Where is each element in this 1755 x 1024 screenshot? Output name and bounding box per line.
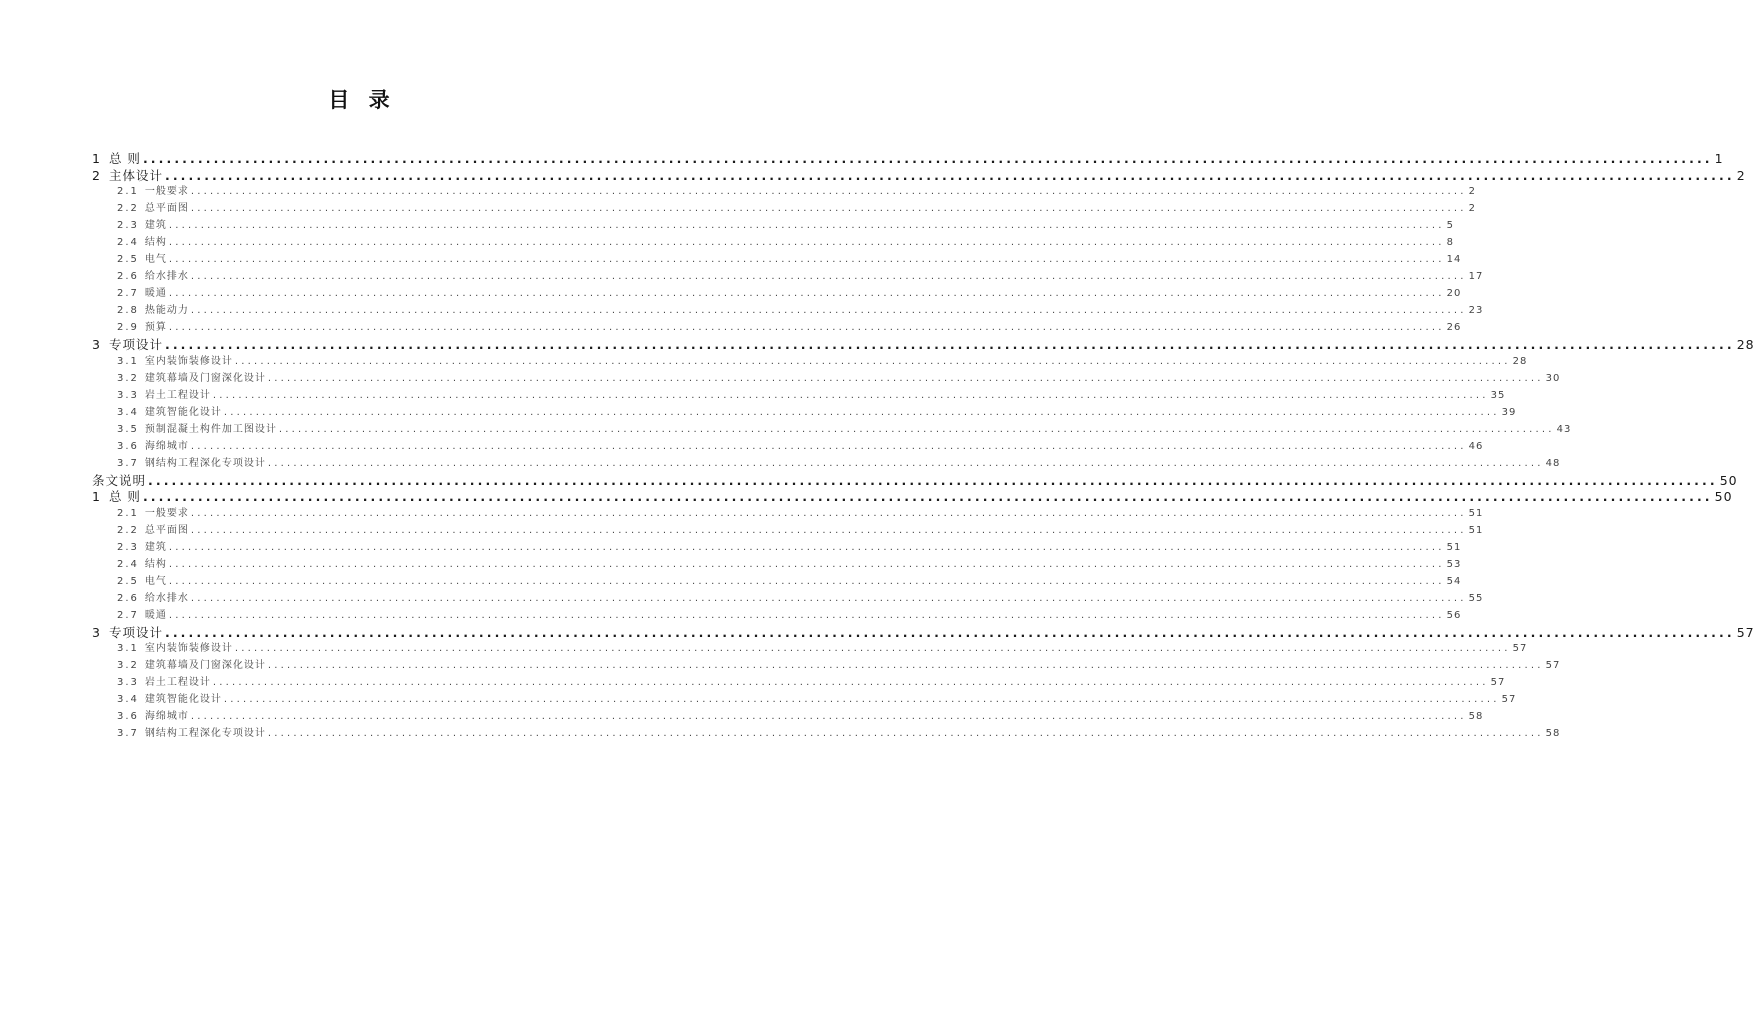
- toc-entry-number: 2.5: [117, 254, 139, 265]
- toc-entry-label: 暖通: [144, 288, 167, 299]
- toc-entry-number: 2.1: [117, 186, 139, 197]
- toc-entry-number: 2.9: [117, 322, 139, 333]
- toc-entry-page: 57: [1512, 643, 1528, 654]
- toc-entry-page: 55: [1468, 592, 1484, 604]
- toc-entry-number: 3.1: [117, 643, 139, 654]
- toc-entry-label: 总平面图: [144, 524, 189, 536]
- dot-leader: ........................................................................................................................................................................................................: [190, 440, 1467, 452]
- toc-entry-label: 海绵城市: [144, 711, 189, 722]
- toc-entry-page: 2: [1736, 167, 1746, 183]
- dot-leader: ........................................................................................................................................................................................................: [190, 524, 1467, 536]
- toc-entry-number: 2.1: [117, 507, 139, 519]
- toc-entry-page: 2: [1468, 203, 1477, 214]
- toc-entry-page: 54: [1446, 575, 1462, 587]
- toc-entry-label: 建筑智能化设计: [144, 406, 222, 418]
- toc-entry-number: 2.3: [117, 220, 139, 231]
- dot-leader: ........................................................................................................................................................................................................: [234, 643, 1511, 654]
- toc-entry-page: 20: [1446, 288, 1462, 299]
- toc-entry[interactable]: [92, 182, 1477, 199]
- toc-entry-page: 46: [1468, 440, 1484, 452]
- toc-entry-label: 建筑幕墙及门窗深化设计: [144, 660, 266, 671]
- dot-leader: ........................................................................................................................................................................................................: [168, 288, 1445, 299]
- toc-entry-label: 室内装饰装修设计: [144, 355, 233, 367]
- toc-entry-label: 热能动力: [144, 305, 189, 316]
- toc-entry-label: 岩土工程设计: [144, 677, 211, 688]
- toc-entry[interactable]: [92, 199, 1477, 216]
- dot-leader: ........................................................................................................................................................................................................: [212, 389, 1489, 401]
- toc-entry-page: 26: [1446, 322, 1462, 333]
- dot-leader: ........................................................................................................................................................................................................: [278, 423, 1555, 435]
- toc-entry-number: 3.3: [117, 389, 139, 401]
- toc-entry[interactable]: [92, 572, 1462, 589]
- toc-entry[interactable]: [92, 233, 1455, 250]
- toc-entry-label: 岩土工程设计: [144, 389, 211, 401]
- toc-entry-page: 57: [1501, 694, 1517, 705]
- dot-leader: ........................................................................................................................................................................................................: [190, 592, 1467, 604]
- dot-leader: ........................................................................................................................................................................................................: [223, 406, 1500, 418]
- toc-entry-number: 3.5: [117, 423, 139, 435]
- dot-leader: ........................................................................................................................................................................................................: [190, 271, 1467, 282]
- toc-entry[interactable]: [92, 250, 1462, 267]
- toc-entry-page: 14: [1446, 254, 1462, 265]
- toc-entry-page: 35: [1490, 389, 1506, 401]
- toc-entry[interactable]: [92, 149, 1724, 166]
- toc-entry-label: 条文说明: [92, 472, 147, 488]
- dot-leader: ........................................................................................................................................................................................................: [267, 728, 1544, 739]
- toc-entry-page: 57: [1545, 660, 1561, 671]
- dot-leader: ........................................................................................................................................................................................................: [168, 254, 1445, 265]
- toc-entry-number: 2.2: [117, 524, 139, 536]
- toc-entry[interactable]: [92, 301, 1484, 318]
- toc-entry-label: 给水排水: [144, 592, 189, 604]
- toc-entry[interactable]: [92, 471, 1738, 488]
- toc-entry-page: 57: [1736, 624, 1755, 640]
- toc-entry-label: 建筑: [144, 541, 167, 553]
- toc-entry-number: 2: [92, 167, 101, 183]
- toc-entry[interactable]: [92, 437, 1484, 454]
- toc-entry-number: 3.7: [117, 728, 139, 739]
- toc-entry[interactable]: [92, 521, 1484, 538]
- toc-entry-label: 预算: [144, 322, 167, 333]
- dot-leader: ........................................................................................................................................................................................................: [168, 220, 1445, 231]
- toc-entry-label: 海绵城市: [144, 440, 189, 452]
- dot-leader: ........................................................................................................................................................................................................: [164, 624, 1735, 640]
- toc-entry-label: 暖通: [144, 609, 167, 621]
- toc-entry-page: 2: [1468, 186, 1477, 197]
- dot-leader: ........................................................................................................................................................................................................: [190, 186, 1467, 197]
- toc-entry-label: 钢结构工程深化专项设计: [144, 457, 266, 469]
- dot-leader: ........................................................................................................................................................................................................: [267, 372, 1544, 384]
- toc-entry-label: 总 则: [108, 489, 141, 504]
- toc-entry-label: 一般要求: [144, 507, 189, 519]
- toc-entry[interactable]: [92, 369, 1561, 386]
- toc-entry-number: 2.6: [117, 271, 139, 282]
- toc-entry[interactable]: [92, 639, 1528, 656]
- toc-entry-page: 56: [1446, 609, 1462, 621]
- toc-entry-label: 总 则: [108, 151, 141, 166]
- toc-entry-number: 2.4: [117, 558, 139, 570]
- toc-entry[interactable]: [92, 420, 1572, 437]
- table-of-contents: [92, 149, 1755, 741]
- toc-entry-page: 48: [1545, 457, 1561, 469]
- toc-entry-label: 建筑幕墙及门窗深化设计: [144, 372, 266, 384]
- dot-leader: ........................................................................................................................................................................................................: [234, 355, 1511, 367]
- dot-leader: ........................................................................................................................................................................................................: [142, 489, 1713, 504]
- toc-entry[interactable]: [92, 538, 1462, 555]
- toc-entry[interactable]: [92, 690, 1517, 707]
- toc-entry-number: 3.2: [117, 660, 139, 671]
- dot-leader: ........................................................................................................................................................................................................: [142, 151, 1713, 166]
- dot-leader: ........................................................................................................................................................................................................: [168, 322, 1445, 333]
- toc-entry[interactable]: [92, 318, 1462, 335]
- toc-entry[interactable]: [92, 724, 1561, 741]
- dot-leader: ........................................................................................................................................................................................................: [267, 660, 1544, 671]
- toc-entry[interactable]: [92, 707, 1484, 724]
- dot-leader: ........................................................................................................................................................................................................: [168, 575, 1445, 587]
- toc-entry-page: 51: [1446, 541, 1462, 553]
- toc-entry-number: 3.7: [117, 457, 139, 469]
- dot-leader: ........................................................................................................................................................................................................: [164, 167, 1735, 183]
- toc-entry-number: 3.6: [117, 711, 139, 722]
- toc-entry-number: 3: [92, 624, 101, 640]
- toc-entry-number: 3.2: [117, 372, 139, 384]
- toc-entry-label: 专项设计: [108, 624, 163, 640]
- dot-leader: ........................................................................................................................................................................................................: [168, 558, 1445, 570]
- toc-entry-number: 2.8: [117, 305, 139, 316]
- toc-entry-number: 2.6: [117, 592, 139, 604]
- dot-leader: ........................................................................................................................................................................................................: [168, 609, 1445, 621]
- toc-entry-number: 2.2: [117, 203, 139, 214]
- toc-entry-number: 1: [92, 151, 101, 166]
- dot-leader: ........................................................................................................................................................................................................: [190, 203, 1467, 214]
- toc-entry-page: 50: [1714, 489, 1733, 504]
- toc-entry-number: 3.3: [117, 677, 139, 688]
- dot-leader: ........................................................................................................................................................................................................: [190, 305, 1467, 316]
- dot-leader: ........................................................................................................................................................................................................: [212, 677, 1489, 688]
- toc-entry-page: 51: [1468, 507, 1484, 519]
- toc-entry-number: 3.4: [117, 694, 139, 705]
- page-title: 目 录: [328, 88, 396, 112]
- toc-entry-page: 8: [1446, 237, 1455, 248]
- toc-entry-number: 2.5: [117, 575, 139, 587]
- toc-entry-number: 2.3: [117, 541, 139, 553]
- toc-entry[interactable]: [92, 166, 1746, 183]
- toc-entry-page: 53: [1446, 558, 1462, 570]
- toc-entry-label: 电气: [144, 575, 167, 587]
- toc-entry-label: 建筑智能化设计: [144, 694, 222, 705]
- toc-entry-label: 给水排水: [144, 271, 189, 282]
- toc-entry-page: 43: [1556, 423, 1572, 435]
- toc-entry-page: 23: [1468, 305, 1484, 316]
- toc-entry[interactable]: [92, 555, 1462, 572]
- toc-entry-number: 3.1: [117, 355, 139, 367]
- toc-entry-number: 3.4: [117, 406, 139, 418]
- toc-entry-label: 室内装饰装修设计: [144, 643, 233, 654]
- toc-entry[interactable]: [92, 284, 1462, 301]
- dot-leader: ........................................................................................................................................................................................................: [190, 507, 1467, 519]
- toc-entry-number: 2.4: [117, 237, 139, 248]
- toc-entry-label: 电气: [144, 254, 167, 265]
- toc-entry-number: 2.7: [117, 609, 139, 621]
- toc-entry[interactable]: [92, 216, 1455, 233]
- toc-entry-page: 58: [1468, 711, 1484, 722]
- dot-leader: ........................................................................................................................................................................................................: [267, 457, 1544, 469]
- toc-entry-number: 2.7: [117, 288, 139, 299]
- toc-entry-label: 预制混凝土构件加工图设计: [144, 423, 277, 435]
- dot-leader: ........................................................................................................................................................................................................: [168, 237, 1445, 248]
- toc-entry[interactable]: [92, 352, 1528, 369]
- toc-entry[interactable]: [92, 656, 1561, 673]
- toc-entry[interactable]: [92, 487, 1733, 504]
- toc-entry-number: 3: [92, 337, 101, 352]
- toc-entry[interactable]: [92, 606, 1462, 623]
- toc-entry[interactable]: [92, 589, 1484, 606]
- toc-entry-label: 建筑: [144, 220, 167, 231]
- toc-entry-number: 1: [92, 489, 101, 504]
- toc-entry-page: 30: [1545, 372, 1561, 384]
- toc-entry[interactable]: [92, 335, 1755, 352]
- dot-leader: ........................................................................................................................................................................................................: [168, 541, 1445, 553]
- toc-entry-label: 钢结构工程深化专项设计: [144, 728, 266, 739]
- toc-entry-page: 58: [1545, 728, 1561, 739]
- toc-entry[interactable]: [92, 673, 1506, 690]
- toc-entry[interactable]: [92, 504, 1484, 521]
- toc-entry-label: 结构: [144, 558, 167, 570]
- toc-entry-label: 结构: [144, 237, 167, 248]
- toc-entry[interactable]: [92, 386, 1506, 403]
- toc-entry-page: 57: [1490, 677, 1506, 688]
- toc-entry-page: 28: [1512, 355, 1528, 367]
- toc-entry-page: 50: [1719, 472, 1738, 488]
- toc-entry[interactable]: [92, 267, 1484, 284]
- toc-entry-number: 3.6: [117, 440, 139, 452]
- toc-entry[interactable]: [92, 623, 1755, 640]
- toc-entry-label: 主体设计: [108, 167, 163, 183]
- dot-leader: ........................................................................................................................................................................................................: [223, 694, 1500, 705]
- toc-entry[interactable]: [92, 454, 1561, 471]
- toc-entry-page: 51: [1468, 524, 1484, 536]
- dot-leader: ........................................................................................................................................................................................................: [190, 711, 1467, 722]
- toc-entry[interactable]: [92, 403, 1517, 420]
- toc-entry-label: 专项设计: [108, 337, 163, 352]
- toc-entry-page: 28: [1736, 337, 1755, 352]
- dot-leader: ........................................................................................................................................................................................................: [164, 337, 1735, 352]
- toc-entry-label: 总平面图: [144, 203, 189, 214]
- toc-entry-page: 1: [1714, 151, 1724, 166]
- toc-entry-page: 5: [1446, 220, 1455, 231]
- toc-entry-page: 39: [1501, 406, 1517, 418]
- dot-leader: ........................................................................................................................................................................................................: [148, 472, 1718, 488]
- toc-entry-page: 17: [1468, 271, 1484, 282]
- toc-entry-label: 一般要求: [144, 186, 189, 197]
